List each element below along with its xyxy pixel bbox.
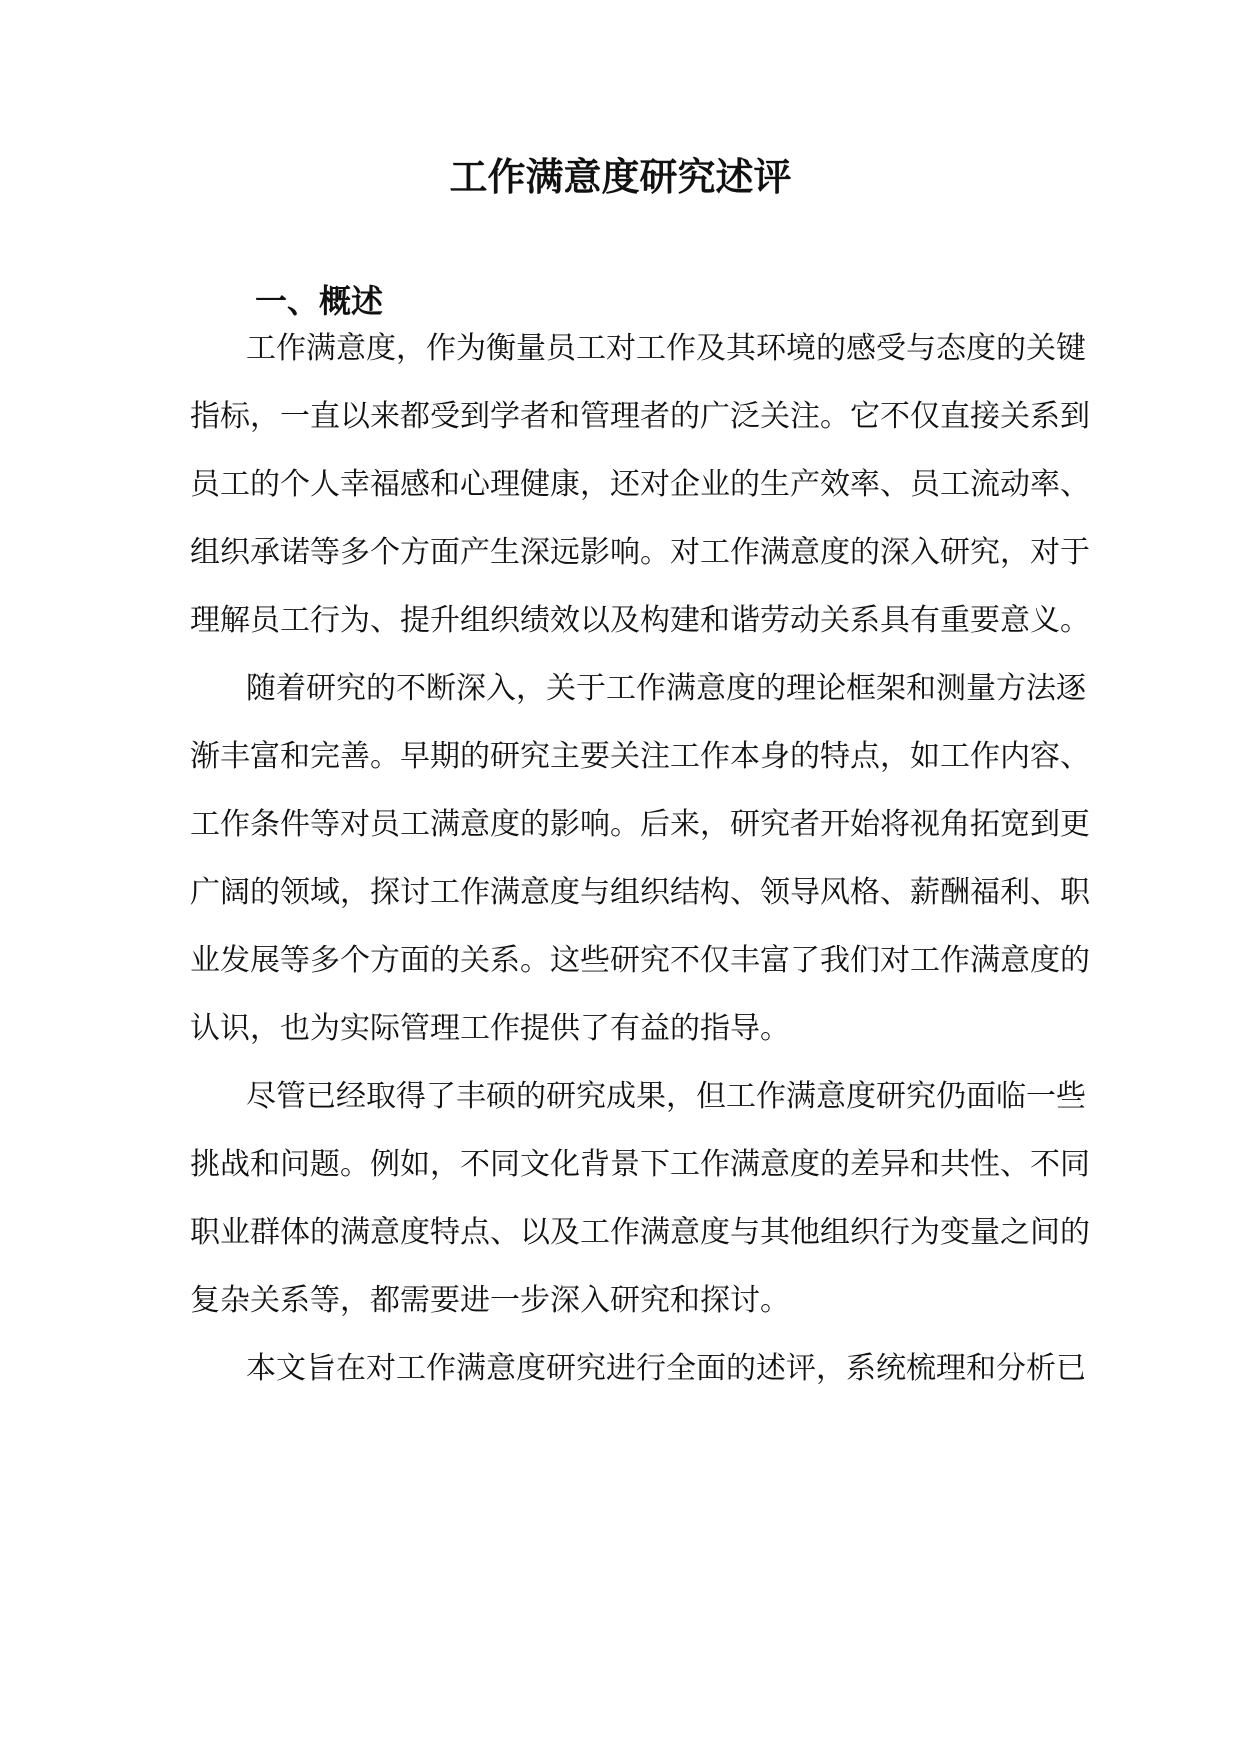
text-line: 认识，也为实际管理工作提供了有益的指导。 <box>190 1011 790 1046</box>
text-line: 广阔的领域，探讨工作满意度与组织结构、领导风格、薪酬福利、职 <box>190 875 1090 910</box>
text-line: 工作满意度，作为衡量员工对工作及其环境的感受与态度的关键 <box>246 331 1086 366</box>
document-title: 工作满意度研究述评 <box>449 155 792 199</box>
text-line: 工作条件等对员工满意度的影响。后来，研究者开始将视角拓宽到更 <box>190 807 1090 842</box>
text-line: 业发展等多个方面的关系。这些研究不仅丰富了我们对工作满意度的 <box>190 943 1090 978</box>
text-line: 复杂关系等，都需要进一步深入研究和探讨。 <box>190 1283 790 1318</box>
text-line: 尽管已经取得了丰硕的研究成果，但工作满意度研究仍面临一些 <box>246 1079 1086 1114</box>
text-line: 随着研究的不断深入，关于工作满意度的理论框架和测量方法逐 <box>246 671 1086 706</box>
text-line: 员工的个人幸福感和心理健康，还对企业的生产效率、员工流动率、 <box>190 467 1090 502</box>
text-line: 本文旨在对工作满意度研究进行全面的述评，系统梳理和分析已 <box>246 1351 1086 1386</box>
text-line: 挑战和问题。例如，不同文化背景下工作满意度的差异和共性、不同 <box>190 1147 1090 1182</box>
text-line: 理解员工行为、提升组织绩效以及构建和谐劳动关系具有重要意义。 <box>190 603 1090 638</box>
section-heading: 一、概述 <box>255 282 384 320</box>
text-line: 职业群体的满意度特点、以及工作满意度与其他组织行为变量之间的 <box>190 1215 1090 1250</box>
text-line: 指标，一直以来都受到学者和管理者的广泛关注。它不仅直接关系到 <box>190 399 1090 434</box>
text-line: 组织承诺等多个方面产生深远影响。对工作满意度的深入研究，对于 <box>190 535 1090 570</box>
text-line: 渐丰富和完善。早期的研究主要关注工作本身的特点，如工作内容、 <box>190 739 1090 774</box>
